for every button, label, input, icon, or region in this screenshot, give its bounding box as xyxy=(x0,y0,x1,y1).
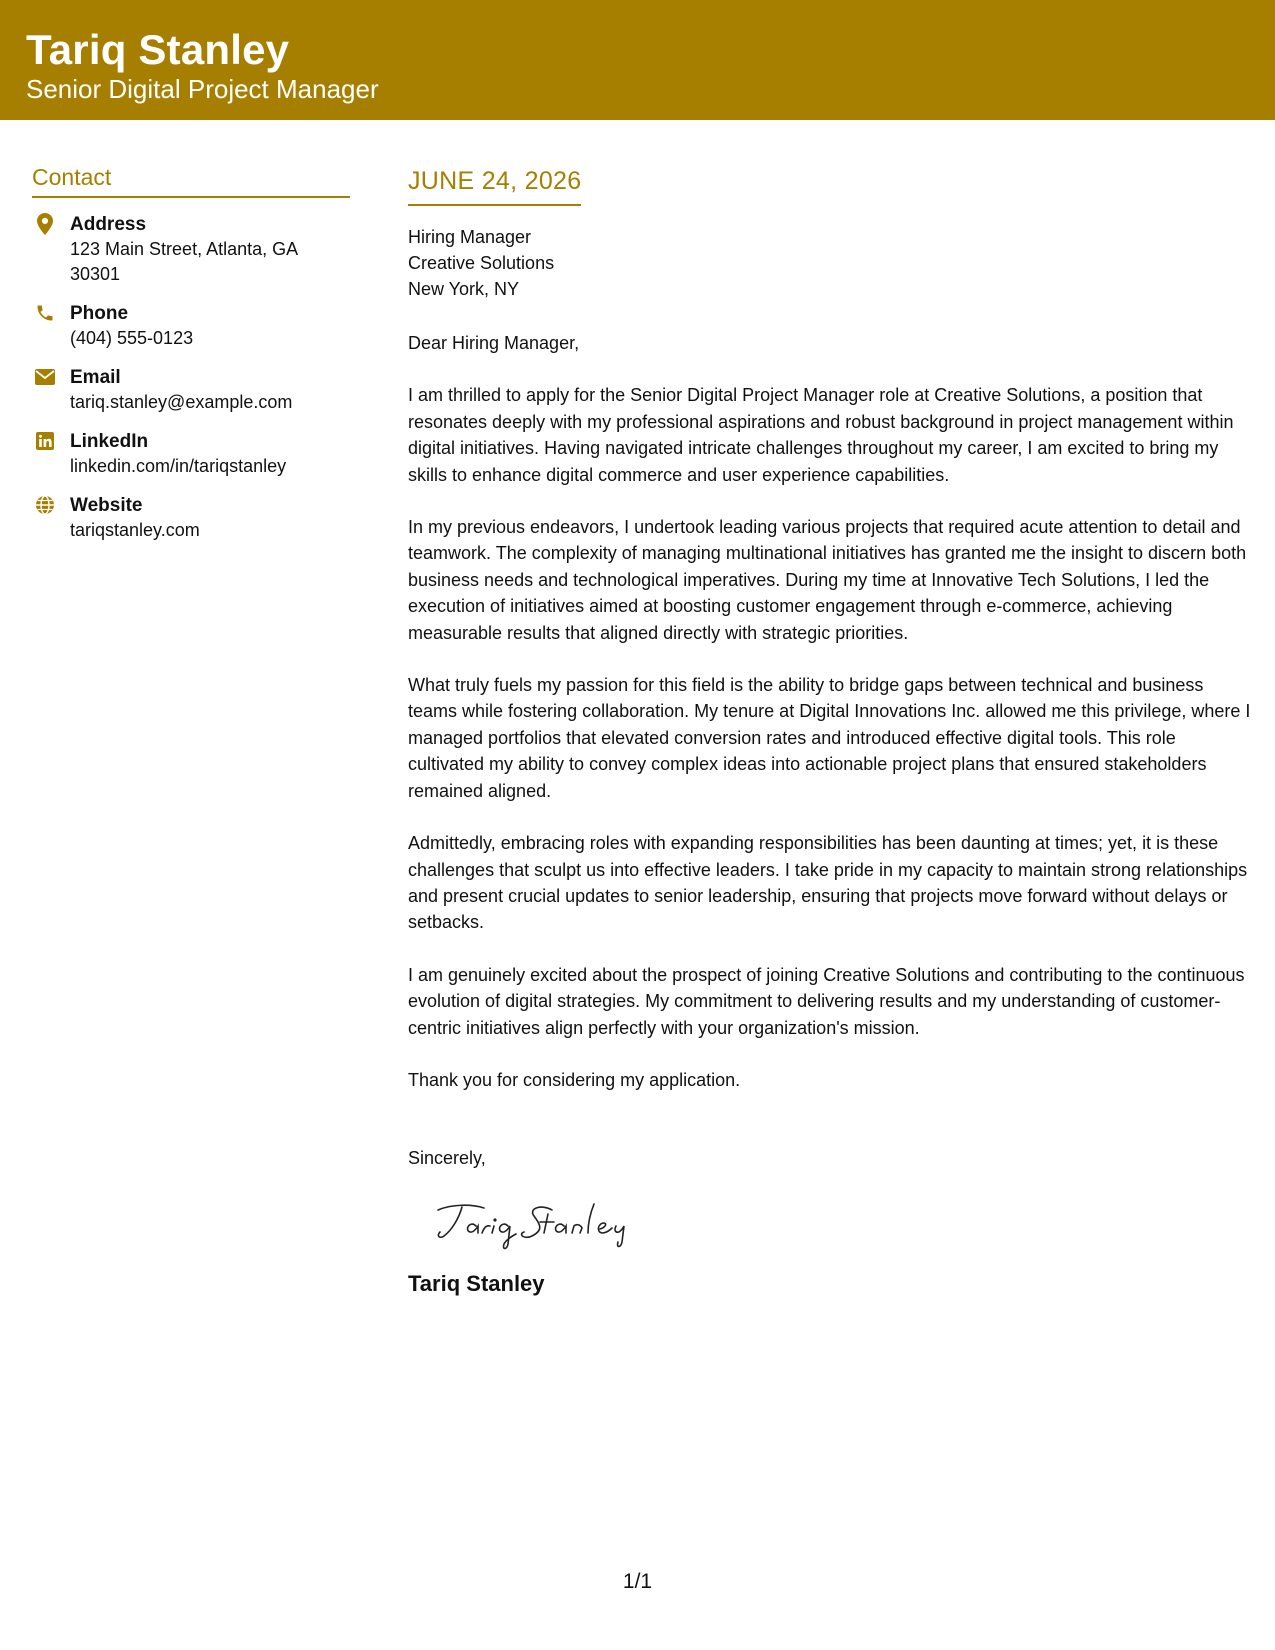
linkedin-icon xyxy=(34,430,56,452)
website-value: tariqstanley.com xyxy=(70,520,200,540)
contact-email xyxy=(32,365,352,415)
contact-label: Address xyxy=(70,214,147,235)
letter-paragraph: Thank you for considering my application. xyxy=(408,1069,741,1090)
contact-label: LinkedIn xyxy=(70,431,149,452)
contact-phone xyxy=(32,301,352,351)
recipient-line: Creative Solutions xyxy=(408,253,555,273)
letter-paragraph: I am genuinely excited about the prospect of joining Creative Solutions and contributing to the continuous evolution of digital strategies. My commitment to delivering results and my understanding of customer-centric initiatives align perfectly with your organization's mission. xyxy=(408,964,1245,1038)
salutation: Dear Hiring Manager, xyxy=(408,333,580,353)
email-value: tariq.stanley@example.com xyxy=(70,392,293,412)
closing-block xyxy=(408,1145,1253,1297)
contact-label: Phone xyxy=(70,303,129,324)
linkedin-value: linkedin.com/in/tariqstanley xyxy=(70,456,287,476)
letter-paragraph: Admittedly, embracing roles with expanding responsibilities has been daunting at times; yet, it is these challenges that sculpt us into effective leaders. I take pride in my capacity to maintain strong relationships and present crucial updates to senior leadership, ensuring that projects move forward without delays or setbacks. xyxy=(408,833,1248,933)
contact-heading: Contact xyxy=(32,162,350,198)
contact-linkedin xyxy=(32,429,352,479)
contact-website xyxy=(32,493,352,543)
recipient-line: New York, NY xyxy=(408,279,520,299)
envelope-icon xyxy=(34,366,56,388)
map-pin-icon xyxy=(34,213,56,235)
contact-sidebar xyxy=(32,162,352,543)
recipient-line: Hiring Manager xyxy=(408,227,532,247)
page-number: 1/1 xyxy=(622,1570,653,1593)
letter-paragraph: I am thrilled to apply for the Senior Digital Project Manager role at Creative Solutions, a position that resonates deeply with my professional aspirations and robust background in project management within digital initiatives. Having navigated intricate challenges throughout my career, I am excited to bring my skills to enhance digital commerce and user experience capabilities. xyxy=(408,385,1234,485)
applicant-title: Senior Digital Project Manager xyxy=(26,74,379,104)
recipient-block xyxy=(408,224,1253,302)
address-line-1: 123 Main Street, Atlanta, GA xyxy=(70,239,299,259)
contact-label: Website xyxy=(70,495,143,516)
contact-address xyxy=(32,212,352,287)
phone-icon xyxy=(34,302,56,324)
letter-paragraph: In my previous endeavors, I undertook leading various projects that required acute attention to detail and teamwork. The complexity of managing multinational initiatives has granted me the insight to discern both business needs and technological imperatives. During my time at Innovative Tech Solutions, I led the execution of initiatives aimed at boosting customer engagement through e-commerce, achieving measurable results that aligned directly with strategic priorities. xyxy=(408,517,1247,643)
header-banner xyxy=(0,0,1275,120)
letter-paragraph: What truly fuels my passion for this field is the ability to bridge gaps between technical and business teams while fostering collaboration. My tenure at Digital Innovations Inc. allowed me this privilege, where I managed portfolios that elevated conversion rates and introduced effective digital tools. This role cultivated my ability to convey complex ideas into actionable project plans that ensured stakeholders remained aligned. xyxy=(408,675,1251,801)
address-line-2: 30301 xyxy=(70,264,121,284)
globe-icon xyxy=(34,494,56,516)
signer-name: Tariq Stanley xyxy=(408,1271,545,1297)
contact-label: Email xyxy=(70,367,121,388)
signature-image xyxy=(432,1196,642,1256)
applicant-name: Tariq Stanley xyxy=(26,26,290,73)
letter-date: JUNE 24, 2026 xyxy=(408,164,581,206)
closing: Sincerely, xyxy=(408,1148,486,1169)
phone-value: (404) 555-0123 xyxy=(70,328,194,348)
letter-body xyxy=(408,164,1253,1298)
